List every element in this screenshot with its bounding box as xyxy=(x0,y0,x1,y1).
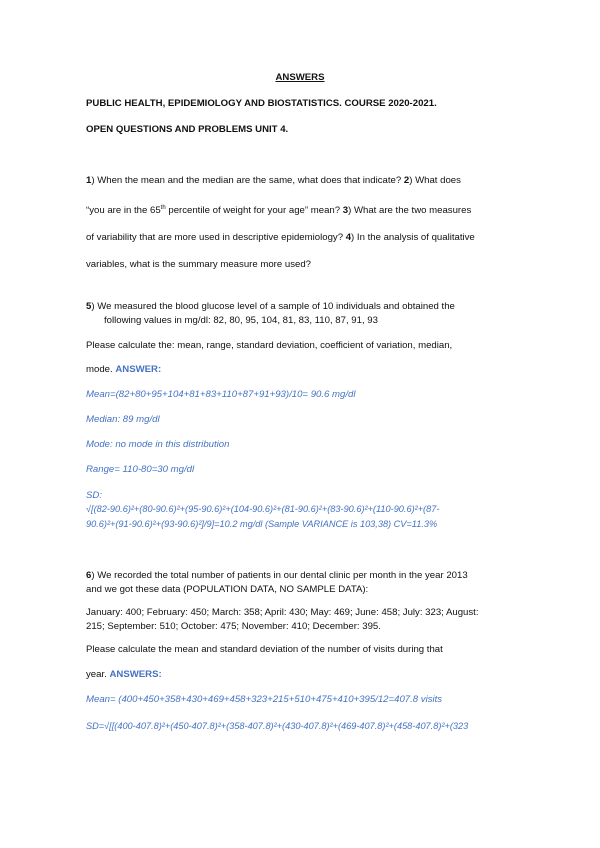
question-text: ) What are the two measures xyxy=(348,205,472,216)
unit-heading: OPEN QUESTIONS AND PROBLEMS UNIT 4. xyxy=(86,124,289,135)
question-number: 4 xyxy=(345,232,352,243)
question-5-line-1 xyxy=(86,301,455,313)
question-5-line-3: Please calculate the: mean, range, standard deviation, coefficient of variation, median, xyxy=(86,340,453,351)
answer-sd-formula-2: 90.6)²+(91-90.6)²+(93-90.6)²]/9]=10.2 mg/dl (Sample VARIANCE is 103,38) CV=11.3% xyxy=(86,519,438,529)
question-4-line: variables, what is the summary measure more used? xyxy=(86,259,312,270)
question-text: “you are in the 65 xyxy=(86,205,161,216)
question-text: ) We measured the blood glucose level of a sample of 10 individuals and obtained the xyxy=(91,301,455,312)
answer-range: Range= 110-80=30 mg/dl xyxy=(86,464,195,475)
question-text: percentile of weight for your age” mean? xyxy=(165,205,343,216)
question-number: 6 xyxy=(86,570,92,581)
question-number: 2 xyxy=(403,175,410,186)
answer-mean: Mean=(82+80+95+104+81+83+110+87+91+93)/10= 90.6 mg/dl xyxy=(86,389,356,400)
answer-label: ANSWERS: xyxy=(109,669,162,680)
question-text: ) What does xyxy=(409,175,461,186)
superscript: th xyxy=(160,205,166,211)
answers-title: ANSWERS xyxy=(275,72,325,83)
question-text: ) We recorded the total number of patients in our dental clinic per month in the year 2013 xyxy=(91,570,468,581)
course-heading: PUBLIC HEALTH, EPIDEMIOLOGY AND BIOSTATISTICS. COURSE 2020-2021. xyxy=(86,98,437,109)
answer-median: Median: 89 mg/dl xyxy=(86,414,160,425)
question-2-3-line xyxy=(86,205,471,217)
answer-mode: Mode: no mode in this distribution xyxy=(86,439,230,450)
question-6-line-1 xyxy=(86,570,468,582)
question-6-line-3: January: 400; February: 450; March: 358; April: 430; May: 469; June: 458; July: 323; August: xyxy=(86,607,479,618)
question-6-line-6 xyxy=(86,669,162,681)
question-text: year. xyxy=(86,669,110,680)
question-text: of variability that are more used in descriptive epidemiology? xyxy=(86,232,346,243)
question-3-4-line xyxy=(86,232,475,244)
question-5-line-4 xyxy=(86,364,161,376)
question-text: ) In the analysis of qualitative xyxy=(351,232,475,243)
answer-mean-visits: Mean= (400+450+358+430+469+458+323+215+510+475+410+395/12=407.8 visits xyxy=(86,694,443,705)
question-6-line-2: and we got these data (POPULATION DATA, NO SAMPLE DATA): xyxy=(86,584,369,595)
question-6-line-5: Please calculate the mean and standard deviation of the number of visits during that xyxy=(86,644,443,655)
answer-sd-formula-1: √[(82-90.6)²+(80-90.6)²+(95-90.6)²+(104-90.6)²+(81-90.6)²+(83-90.6)²+(110-90.6)²+(87- xyxy=(86,504,440,514)
question-5-line-2: following values in mg/dl: 82, 80, 95, 104, 81, 83, 110, 87, 91, 93 xyxy=(104,315,378,326)
question-text: mode. xyxy=(86,364,116,375)
question-number: 3 xyxy=(342,205,349,216)
question-number: 5 xyxy=(86,301,92,312)
question-text: ) When the mean and the median are the same, what does that indicate? xyxy=(91,175,404,186)
question-1-2-line xyxy=(86,175,461,187)
answer-label: ANSWER: xyxy=(115,364,162,375)
question-number: 1 xyxy=(86,175,92,186)
answer-sd-visits: SD=√[[(400-407.8)²+(450-407.8)²+(358-407.8)²+(430-407.8)²+(469-407.8)²+(458-407.8)²+(323 xyxy=(86,721,469,731)
question-6-line-4: 215; September: 510; October: 475; November: 410; December: 395. xyxy=(86,621,381,632)
answer-sd-label: SD: xyxy=(86,490,102,501)
